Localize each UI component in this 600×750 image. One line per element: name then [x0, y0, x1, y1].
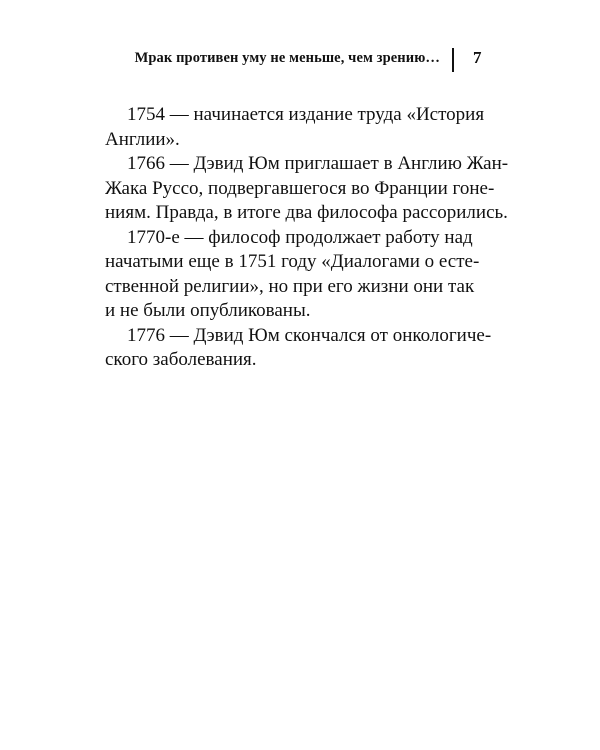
- text-line: ственной религии», но при его жизни они так: [105, 275, 475, 297]
- paragraph-1766: [105, 152, 509, 226]
- paragraph-1776: [105, 324, 492, 373]
- running-header: [0, 48, 600, 76]
- text-line: Англии».: [105, 128, 180, 150]
- text-line: и не были опубликованы.: [105, 300, 311, 321]
- header-divider: [452, 48, 454, 72]
- text-line: ского заболевания.: [105, 349, 257, 370]
- text-line: 1754 — начинается издание труда «История: [127, 104, 485, 125]
- chronology-text: [105, 103, 509, 373]
- text-line: Жака Руссо, подвергавшегося во Франции гоне-: [105, 177, 495, 199]
- paragraph-1770s: [105, 226, 480, 324]
- text-line: начатыми еще в 1751 году «Диалогами о есте-: [105, 251, 480, 272]
- paragraph-1754: [105, 103, 485, 152]
- page-number: 7: [473, 48, 482, 67]
- text-line: 1766 — Дэвид Юм приглашает в Англию Жан-: [127, 153, 509, 174]
- running-header-title: Мрак противен уму не меньше, чем зрению…: [134, 50, 440, 66]
- text-line: 1770-е — философ продолжает работу над: [127, 226, 473, 248]
- text-line: 1776 — Дэвид Юм скончался от онкологиче-: [127, 324, 492, 346]
- text-line: ниям. Правда, в итоге два философа рассорились.: [105, 202, 508, 223]
